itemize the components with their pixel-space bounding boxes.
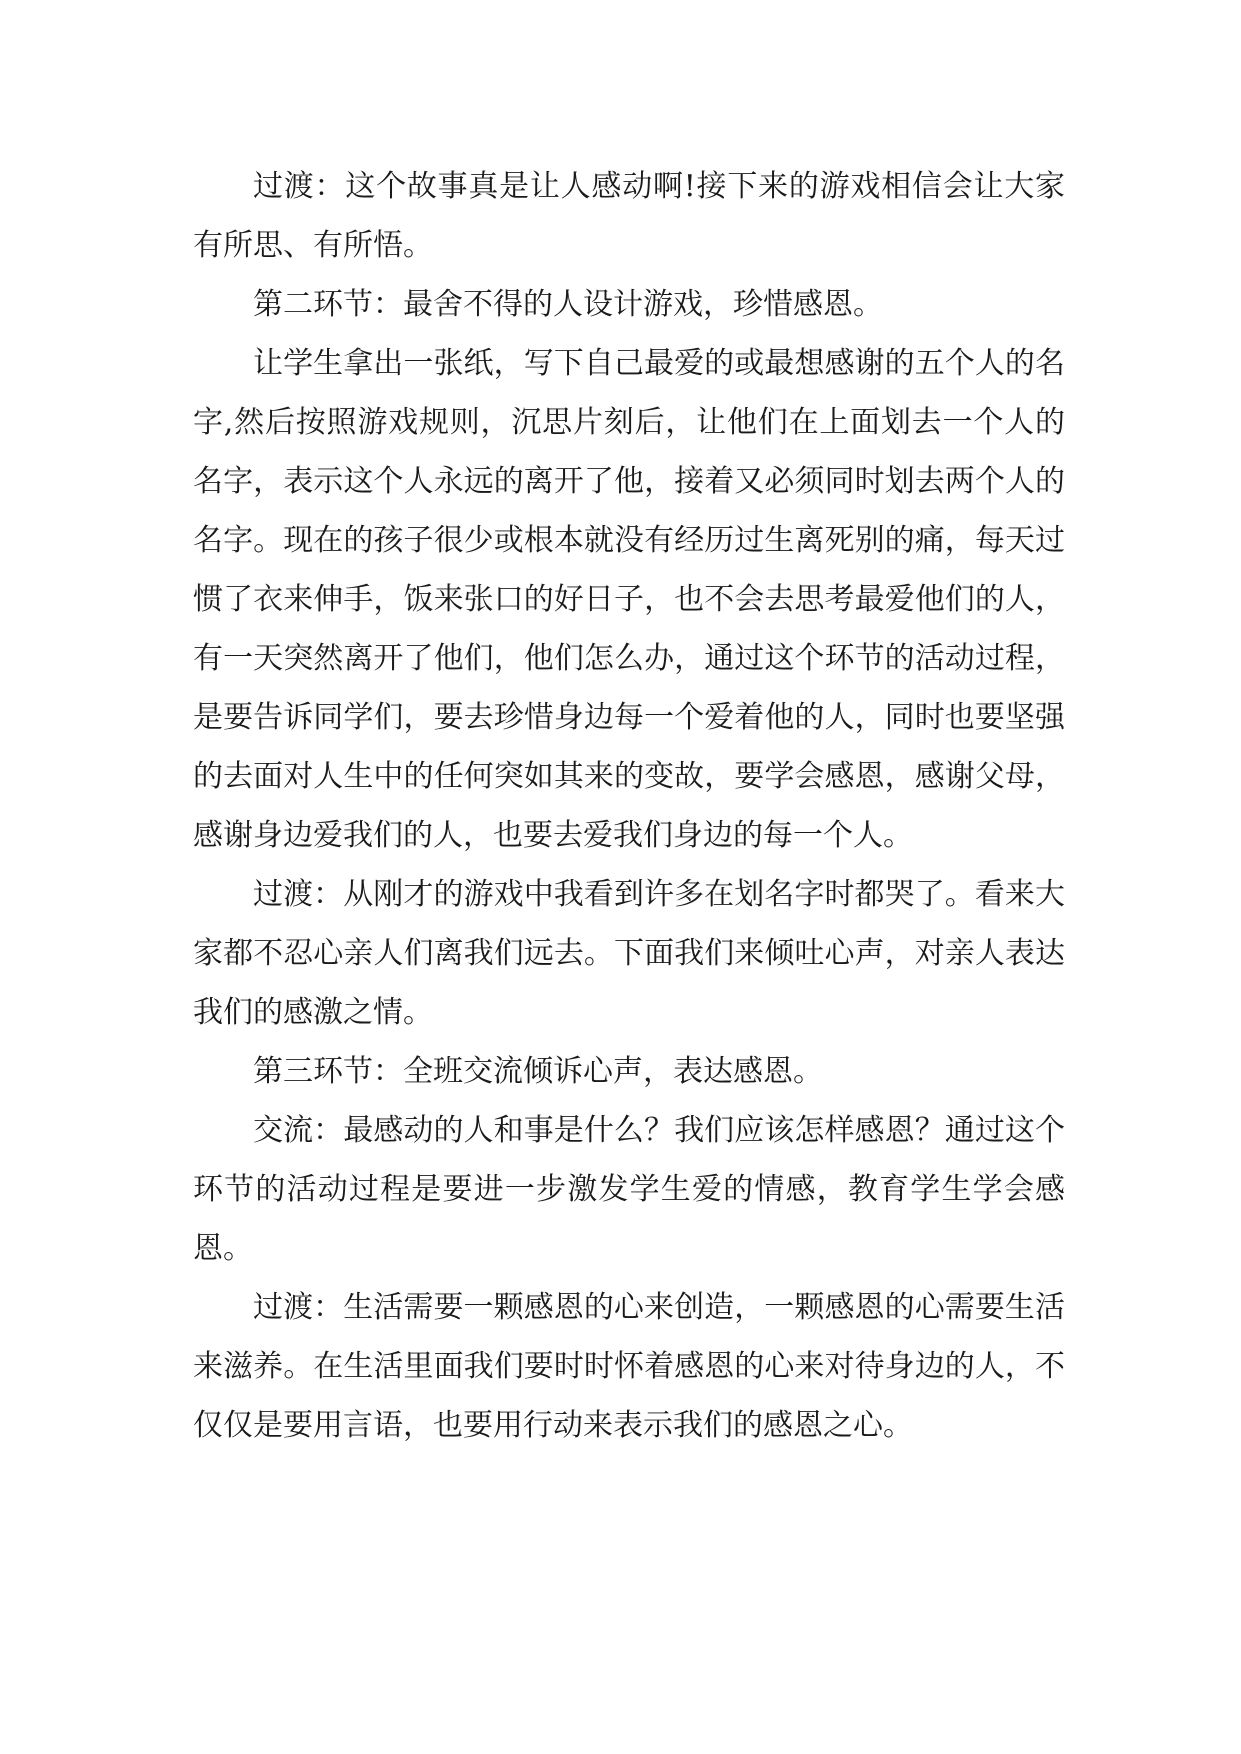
paragraph-exchange: 交流：最感动的人和事是什么？我们应该怎样感恩？通过这个环节的活动过程是要进一步激发学生爱的情感，教育学生学会感恩。	[193, 1113, 1065, 1266]
paragraph-transition-2: 过渡：从刚才的游戏中我看到许多在划名字时都哭了。看来大家都不忍心亲人们离我们远去。下面我们来倾吐心声，对亲人表达我们的感激之情。	[193, 877, 1065, 1030]
paragraph-section-3-heading: 第三环节：全班交流倾诉心声，表达感恩。	[253, 1054, 823, 1089]
paragraph-section-2-heading: 第二环节：最舍不得的人设计游戏，珍惜感恩。	[253, 287, 883, 322]
paragraph-section-2-body: 让学生拿出一张纸，写下自己最爱的或最想感谢的五个人的名字,然后按照游戏规则，沉思片刻后，让他们在上面划去一个人的名字，表示这个人永远的离开了他，接着又必须同时划去两个人的名字。现在的孩子很少或根本就没有经历过生离死别的痛，每天过惯了衣来伸手，饭来张口的好日子，也不会去思考最爱他们的人，有一天突然离开了他们，他们怎么办，通过这个环节的活动过程，是要告诉同学们，要去珍惜身边每一个爱着他的人，同时也要坚强的去面对人生中的任何突如其来的变故，要学会感恩，感谢父母，感谢身边爱我们的人，也要去爱我们身边的每一个人。	[193, 346, 1065, 853]
body-text	[193, 157, 1065, 1455]
paragraph-transition-3: 过渡：生活需要一颗感恩的心来创造，一颗感恩的心需要生活来滋养。在生活里面我们要时时怀着感恩的心来对待身边的人，不仅仅是要用言语，也要用行动来表示我们的感恩之心。	[193, 1290, 1065, 1443]
paragraph-transition-1: 过渡：这个故事真是让人感动啊!接下来的游戏相信会让大家有所思、有所悟。	[193, 169, 1065, 263]
